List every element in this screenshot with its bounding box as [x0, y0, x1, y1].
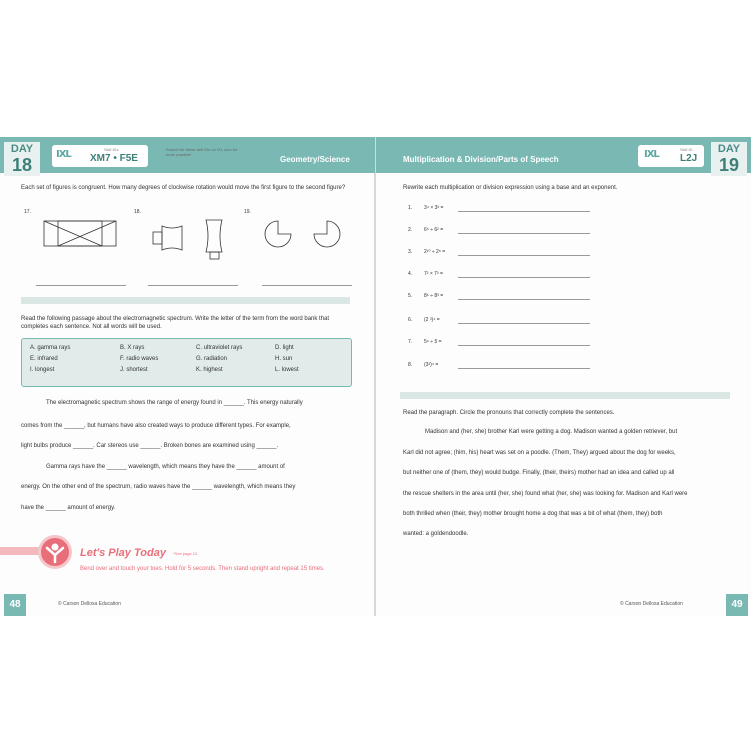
lpt-see: *See page 12. [173, 551, 199, 556]
problem-expression: (2 ³)⁴ = [424, 317, 440, 323]
problem-expression: 3⁴ × 3³ = [424, 205, 444, 211]
answer-line[interactable] [458, 345, 590, 346]
figure-19 [265, 221, 340, 247]
problem-expression: (3²)⁴ = [424, 362, 439, 368]
paragraph-instructions: Read the paragraph. Circle the pronouns that correctly complete the sentences. [403, 410, 615, 416]
skill-caption: Skill ID: [680, 147, 694, 152]
section-divider-right [400, 392, 730, 399]
passage-line: have the ______ amount of energy. [21, 505, 116, 511]
shape-18b [206, 220, 222, 252]
congruent-figures [0, 212, 375, 272]
answer-line[interactable] [458, 299, 590, 300]
left-subject: Geometry/Science [280, 155, 350, 164]
section-divider-left [21, 297, 350, 304]
problem-expression: 8⁶ ÷ 8³ = [424, 293, 444, 299]
left-day-badge [4, 142, 40, 176]
figure-17 [44, 221, 116, 246]
skill-caption: Skill IDs [104, 147, 119, 152]
rewrite-instructions: Rewrite each multiplication or division expression using a base and an exponent. [403, 185, 618, 191]
left-copyright: © Carson Dellosa Education [58, 601, 121, 607]
right-page-number: 49 [726, 594, 748, 616]
ixl-logo: IXL [56, 149, 71, 160]
right-day-badge [711, 142, 747, 176]
shape-18b-tab [210, 252, 219, 259]
problem-expression: 7² × 7³ = [424, 271, 443, 277]
workbook-spread [0, 137, 751, 616]
skill-codes: XM7 • F5E [90, 153, 138, 164]
page-gutter [374, 137, 376, 616]
problem-number: 6. [408, 317, 413, 323]
wb-item: E. infrared [30, 356, 58, 362]
wb-item: A. gamma rays [30, 345, 71, 351]
day-number: 18 [11, 155, 33, 175]
fig-num-18: 18. [134, 209, 141, 215]
problem-number: 3. [408, 249, 413, 255]
lpt-title: Let's Play Today [80, 547, 166, 559]
problem-number: 2. [408, 227, 413, 233]
answer-line[interactable] [458, 255, 590, 256]
word-bank [21, 338, 352, 387]
pacman-a [265, 221, 291, 247]
wb-item: G. radiation [196, 356, 228, 362]
passage-line: Gamma rays have the ______ wavelength, which means they have the ______ amount of [46, 464, 285, 470]
search-note: Search for these skill IDs on IXL.com for more practice! [166, 147, 238, 157]
problem-number: 8. [408, 362, 413, 368]
wb-item: D. light [275, 345, 294, 351]
passage-instructions: Read the following passage about the electromagnetic spectrum. Write the letter of the term from the word bank that completes each sentence. Not all words will be used. [21, 316, 330, 330]
answer-line[interactable] [458, 233, 590, 234]
paragraph-line: Karl did not agree; (him, his) heart was set on a poodle. (Them, They) argued about the dog for weeks, [403, 450, 676, 456]
problem-expression: 2¹⁰ ÷ 2⁸ = [424, 249, 446, 255]
left-page-number: 48 [4, 594, 26, 616]
fig-num-17: 17. [24, 209, 31, 215]
right-copyright: © Carson Dellosa Education [620, 601, 683, 607]
paragraph-line: Madison and (her, she) brother Karl were getting a dog. Madison wanted a golden retriever, but [425, 429, 678, 435]
right-ixl-box [638, 145, 704, 167]
figure-18 [153, 220, 222, 259]
paragraph-line: both thrilled when (their, they) mother brought home a dog that was a bit of what (them, they) both [403, 511, 663, 517]
wb-item: L. lowest [275, 367, 299, 373]
wb-item: J. shortest [120, 367, 148, 373]
answer-line[interactable] [458, 277, 590, 278]
passage-line: energy. On the other end of the spectrum, radio waves have the ______ wavelength, which means they [21, 484, 296, 490]
paragraph-line: wanted: a goldendoodle. [403, 531, 469, 537]
ixl-logo: IXL [644, 149, 659, 160]
day-word: DAY [717, 143, 741, 155]
problem-number: 7. [408, 339, 413, 345]
paragraph-line: the rescue shelters in the area until (her, she) found what (her, she) was looking for. Madison and Karl were [403, 491, 688, 497]
answer-line-18[interactable] [148, 285, 238, 286]
wb-item: F. radio waves [120, 356, 159, 362]
problem-expression: 5⁹ ÷ 5 = [424, 339, 442, 345]
problem-number: 1. [408, 205, 413, 211]
wb-item: B. X rays [120, 345, 145, 351]
passage-line: comes from the ______, but humans have also created ways to produce different types. For example, [21, 423, 291, 429]
diag-b [58, 221, 116, 246]
problem-expression: 6⁵ ÷ 6² = [424, 227, 444, 233]
shape-18a [162, 226, 182, 250]
answer-line[interactable] [458, 368, 590, 369]
pacman-b [314, 221, 340, 247]
wb-item: K. highest [196, 367, 223, 373]
passage-line: light bulbs produce ______. Car stereos use ______. Broken bones are examined using ______. [21, 443, 279, 449]
answer-line[interactable] [458, 323, 590, 324]
lpt-text: Bend over and touch your toes. Hold for 5 seconds. Then stand upright and repeat 15 times. [80, 566, 325, 572]
problem-number: 5. [408, 293, 413, 299]
day-word: DAY [10, 143, 34, 155]
day-number: 19 [718, 155, 740, 175]
skill-code: L2J [680, 153, 698, 164]
fig-num-19: 19. [244, 209, 251, 215]
problem-number: 4. [408, 271, 413, 277]
lpt-person-icon [38, 535, 72, 569]
diag-a [44, 221, 102, 246]
passage-line: The electromagnetic spectrum shows the range of energy found in ______. This energy naturally [46, 400, 303, 406]
rotation-instructions: Each set of figures is congruent. How many degrees of clockwise rotation would move the first figure to the second figure? [21, 185, 346, 191]
wb-item: C. ultraviolet rays [196, 345, 243, 351]
left-ixl-box [52, 145, 148, 167]
shape-18a-tab [153, 232, 162, 244]
wb-item: H. sun [275, 356, 293, 362]
answer-line[interactable] [458, 211, 590, 212]
wb-item: I. longest [30, 367, 55, 373]
paragraph-line: but neither one of (them, they) would budge. Finally, (their, theirs) mother had an idea and called up all [403, 470, 675, 476]
answer-line-19[interactable] [262, 285, 352, 286]
right-subject: Multiplication & Division/Parts of Speech [403, 155, 559, 164]
answer-line-17[interactable] [36, 285, 126, 286]
